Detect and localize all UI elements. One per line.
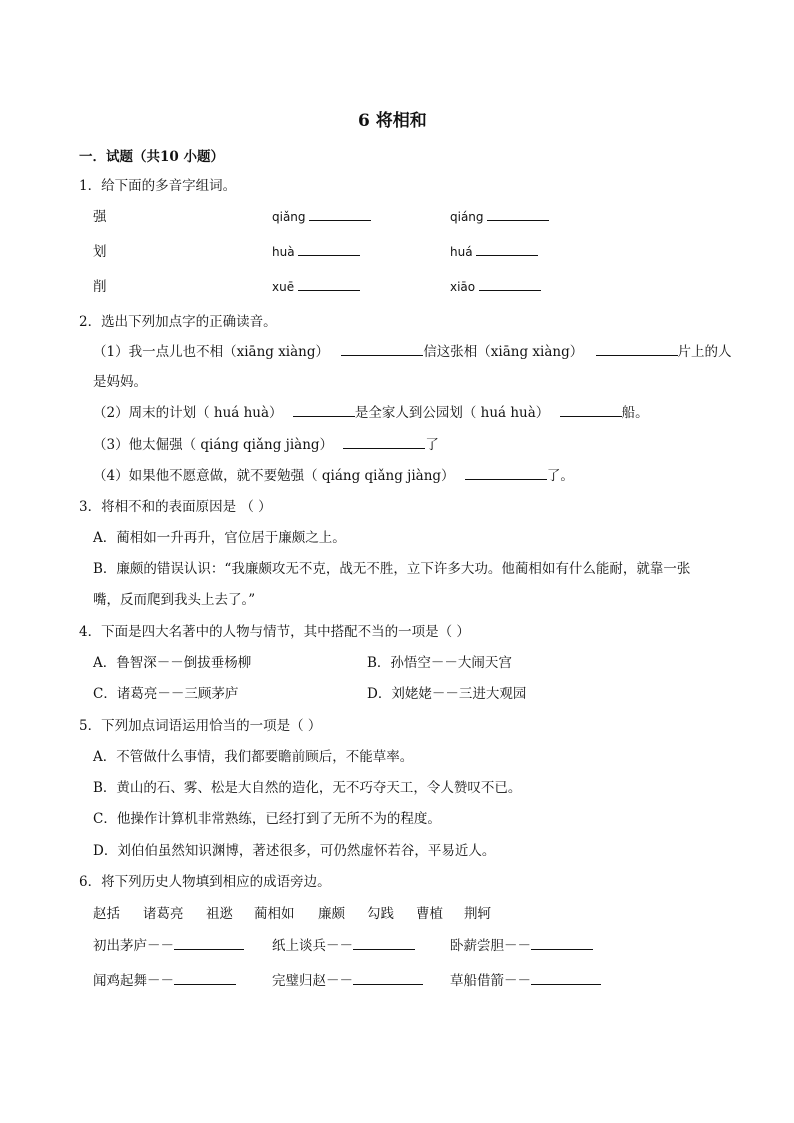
q1-char-3: 削: [93, 279, 107, 295]
q5-stem: 5．下列加点词语运用恰当的一项是（ ）: [79, 718, 322, 734]
answer-blank[interactable]: [174, 972, 236, 985]
q5-option-c[interactable]: C．他操作计算机非常熟练，已经打到了无所不为的程度。: [93, 811, 441, 827]
q1-pinyin-3b: xiāo: [450, 278, 541, 296]
q2-item-3: （3）他太倔强（ qiáng qiǎng jiàng） 了: [93, 437, 439, 453]
q6-name-1: 赵括: [93, 906, 120, 922]
answer-blank[interactable]: [479, 278, 541, 291]
answer-blank[interactable]: [174, 937, 244, 950]
q6-idiom-5: 完璧归赵－－: [272, 972, 423, 990]
q1-char-1: 强: [93, 209, 107, 225]
q1-pinyin-2a: huà: [272, 243, 360, 261]
q6-idiom-6: 草船借箭－－: [450, 972, 601, 990]
answer-blank[interactable]: [353, 937, 415, 950]
q2-item-2: （2）周末的计划（ huá huà） 是全家人到公园划（ huá huà） 船。: [93, 405, 649, 421]
q6-idiom-2: 纸上谈兵－－: [272, 937, 415, 955]
answer-blank[interactable]: [487, 208, 549, 221]
q1-pinyin-2b: huá: [450, 243, 538, 261]
q6-stem: 6．将下列历史人物填到相应的成语旁边。: [79, 874, 331, 890]
answer-blank[interactable]: [298, 243, 360, 256]
answer-blank[interactable]: [309, 208, 371, 221]
q2-item-4: （4）如果他不愿意做，就不要勉强（ qiáng qiǎng jiàng） 了。: [93, 468, 574, 484]
q5-option-d[interactable]: D．刘伯伯虽然知识渊博，著述很多，可仍然虚怀若谷，平易近人。: [93, 843, 496, 859]
q3-option-b[interactable]: B．廉颇的错误认识：“我廉颇攻无不克，战无不胜，立下许多大功。他蔺相如有什么能耐，就靠一张: [93, 561, 691, 577]
q2-item-1-cont: 是妈妈。: [93, 374, 147, 390]
q1-pinyin-1a: qiǎng: [272, 208, 371, 226]
q1-char-2: 划: [93, 244, 107, 260]
q6-name-3: 祖逖: [206, 906, 233, 922]
page-title: 6 将相和: [358, 111, 427, 131]
q6-name-7: 曹植: [416, 906, 443, 922]
answer-blank[interactable]: [465, 467, 547, 480]
q4-option-c[interactable]: C．诸葛亮－－三顾茅庐: [93, 686, 239, 702]
answer-blank[interactable]: [343, 436, 425, 449]
q1-pinyin-1b: qiáng: [450, 208, 549, 226]
q5-option-b[interactable]: B．黄山的石、雾、松是大自然的造化，无不巧夺天工，令人赞叹不已。: [93, 780, 522, 796]
q6-name-5: 廉颇: [318, 906, 345, 922]
q2-stem: 2．选出下列加点字的正确读音。: [79, 314, 277, 330]
q6-idiom-1: 初出茅庐－－: [93, 937, 244, 955]
q6-idiom-3: 卧薪尝胆－－: [450, 937, 593, 955]
q6-name-6: 勾践: [367, 906, 394, 922]
answer-blank[interactable]: [531, 937, 593, 950]
answer-blank[interactable]: [560, 404, 622, 417]
answer-blank[interactable]: [353, 972, 423, 985]
answer-blank[interactable]: [293, 404, 355, 417]
q3-stem: 3．将相不和的表面原因是 （ ）: [79, 499, 272, 515]
answer-blank[interactable]: [531, 972, 601, 985]
answer-blank[interactable]: [341, 343, 423, 356]
q6-idiom-4: 闻鸡起舞－－: [93, 972, 236, 990]
q6-name-4: 蔺相如: [254, 906, 295, 922]
q5-option-a[interactable]: A．不管做什么事情，我们都要瞻前顾后，不能草率。: [93, 749, 414, 765]
q6-name-8: 荆轲: [464, 906, 491, 922]
q1-stem: 1．给下面的多音字组词。: [79, 178, 237, 194]
q2-item-1: （1）我一点儿也不相（xiāng xiàng） 信这张相（xiāng xiàng） 片上的人: [93, 344, 732, 360]
answer-blank[interactable]: [298, 278, 360, 291]
q4-option-a[interactable]: A．鲁智深－－倒拔垂杨柳: [93, 655, 252, 671]
q6-name-2: 诸葛亮: [143, 906, 184, 922]
q3-option-b-cont: 嘴，反而爬到我头上去了。”: [93, 592, 256, 608]
q1-pinyin-3a: xuē: [272, 278, 360, 296]
q3-option-a[interactable]: A．蔺相如一升再升，官位居于廉颇之上。: [93, 530, 346, 546]
q4-option-d[interactable]: D．刘姥姥－－三进大观园: [367, 686, 527, 702]
q4-option-b[interactable]: B．孙悟空－－大闹天宫: [367, 655, 512, 671]
answer-blank[interactable]: [596, 343, 678, 356]
section-heading: 一．试题（共10 小题）: [79, 149, 224, 165]
answer-blank[interactable]: [476, 243, 538, 256]
q4-stem: 4．下面是四大名著中的人物与情节，其中搭配不当的一项是（ ）: [79, 624, 470, 640]
